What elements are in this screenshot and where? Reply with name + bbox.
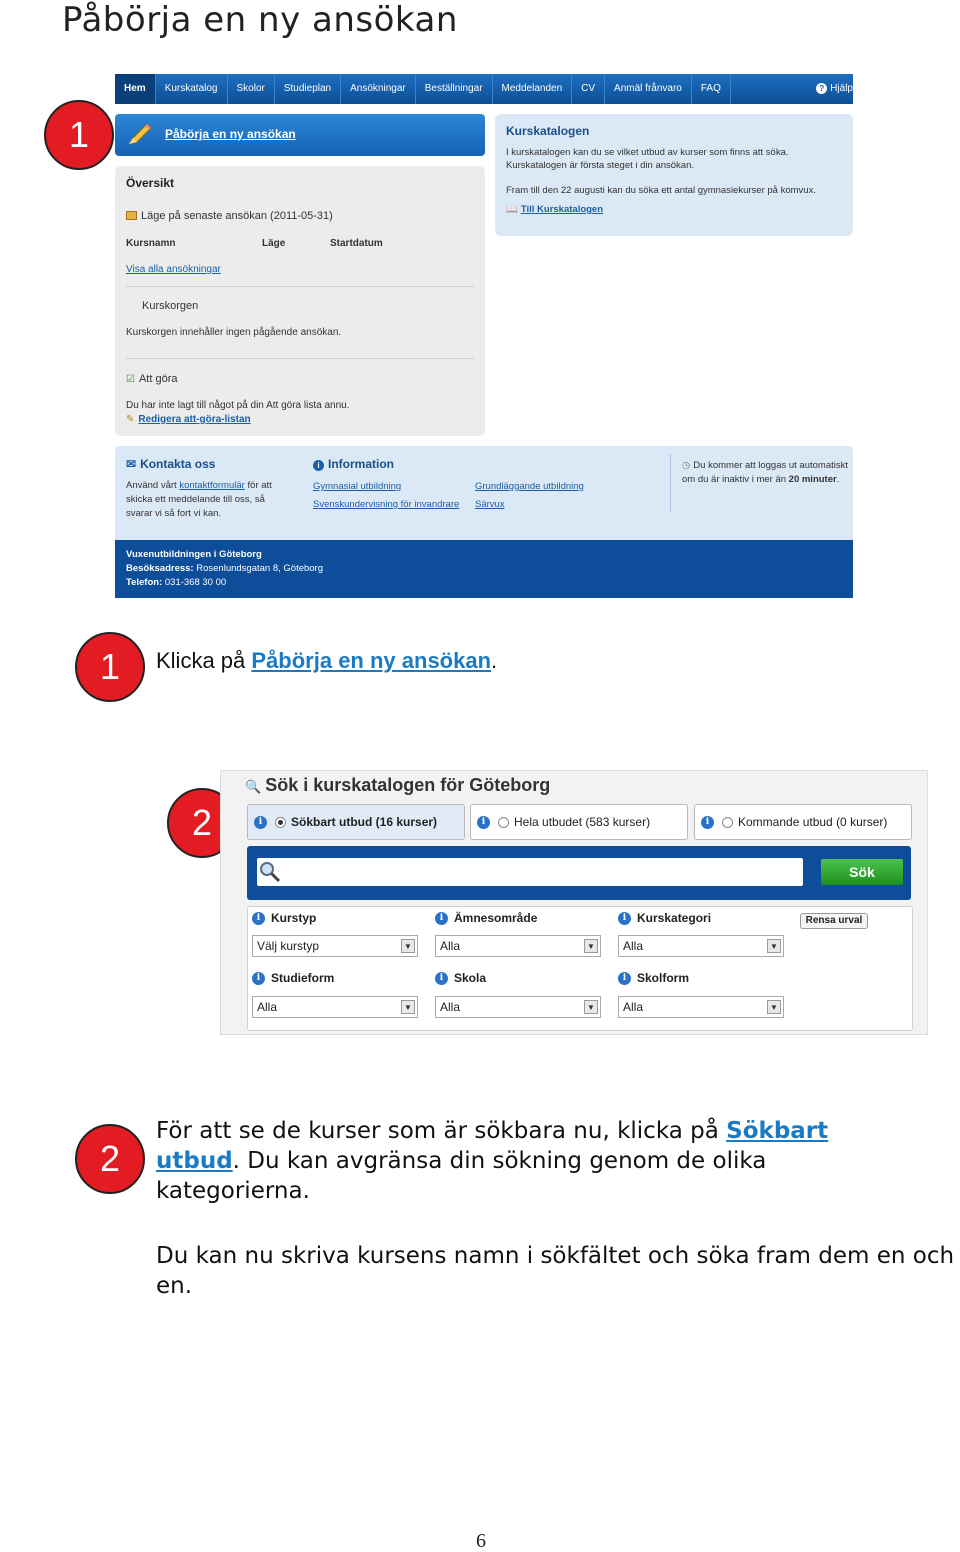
chevron-down-icon: ▼ xyxy=(401,1000,415,1014)
catalog-text-3: Fram till den 22 augusti kan du söka ett antal gymnasiekurser på komvux. xyxy=(506,185,816,196)
step-badge-1: 1 xyxy=(44,100,114,170)
radio-selected-indicator xyxy=(275,817,286,828)
info-icon: i xyxy=(477,816,490,829)
filter-label-studieform xyxy=(252,971,334,985)
search-input[interactable] xyxy=(257,858,803,886)
contact-text xyxy=(126,479,286,521)
nav-anmal-franvaro[interactable]: Anmäl frånvaro xyxy=(605,74,692,104)
folder-icon xyxy=(126,211,137,220)
filter-kurskategori-label: Kurskategori xyxy=(637,911,712,925)
chevron-down-icon: ▼ xyxy=(401,939,415,953)
footer-address-row xyxy=(126,562,842,576)
page-title: Påbörja en ny ansökan xyxy=(62,0,458,40)
logout-note-minutes: 20 minuter xyxy=(788,474,837,485)
logout-note-end: . xyxy=(836,474,840,485)
filter-amnesomrade-label: Ämnesområde xyxy=(454,911,538,925)
catalog-panel xyxy=(495,114,853,236)
info-icon: i xyxy=(701,816,714,829)
step2-link-part2[interactable]: utbud xyxy=(156,1148,233,1174)
info-icon: i xyxy=(618,912,631,925)
pencil-icon xyxy=(125,120,153,148)
select-studieform[interactable] xyxy=(252,996,418,1018)
nav-faq[interactable]: FAQ xyxy=(692,74,731,104)
search-title-row xyxy=(245,775,550,796)
step2-text xyxy=(156,1116,956,1206)
select-kurskategori[interactable] xyxy=(618,935,784,957)
filter-skolform-label: Skolform xyxy=(637,971,690,985)
chevron-down-icon: ▼ xyxy=(767,939,781,953)
logout-note xyxy=(682,459,850,487)
radio-kommande-label: Kommande utbud (0 kurser) xyxy=(738,815,888,829)
contact-block xyxy=(126,457,286,521)
todo-edit-link[interactable]: Redigera att-göra-listan xyxy=(138,414,251,425)
latest-application-label: Läge på senaste ansökan (2011-05-31) xyxy=(141,210,333,222)
radio-indicator xyxy=(722,817,733,828)
information-heading-row xyxy=(313,457,653,471)
nav-skolor[interactable]: Skolor xyxy=(228,74,275,104)
info-icon: i xyxy=(252,912,265,925)
step2-link-part1[interactable]: Sökbart xyxy=(726,1118,829,1144)
footer-phone-row xyxy=(126,576,842,590)
filter-label-skolform xyxy=(618,971,689,985)
divider xyxy=(126,286,474,287)
chevron-down-icon: ▼ xyxy=(584,1000,598,1014)
overview-heading: Översikt xyxy=(126,176,175,190)
step1-link[interactable]: Påbörja en ny ansökan xyxy=(251,648,492,673)
portal-screenshot xyxy=(115,74,853,598)
info-icon: i xyxy=(252,972,265,985)
select-skola[interactable] xyxy=(435,996,601,1018)
footer-address-value: Rosenlundsgatan 8, Göteborg xyxy=(193,563,324,574)
select-kurstyp-value: Välj kurstyp xyxy=(257,939,320,953)
col-startdatum: Startdatum xyxy=(330,238,383,249)
filter-kurstyp-label: Kurstyp xyxy=(271,911,317,925)
contact-text-before: Använd vårt xyxy=(126,480,180,491)
contact-heading-row xyxy=(126,457,286,471)
nav-studieplan[interactable]: Studieplan xyxy=(275,74,341,104)
info-link-sarvux[interactable]: Särvux xyxy=(475,499,505,510)
nav-kurskatalog[interactable]: Kurskatalog xyxy=(156,74,228,104)
select-skolform[interactable] xyxy=(618,996,784,1018)
todo-edit-row xyxy=(126,414,251,425)
info-icon: i xyxy=(313,460,324,471)
logout-note-text: Du kommer att loggas ut automatiskt om du är inaktiv i mer än xyxy=(682,460,849,485)
filter-label-skola xyxy=(435,971,486,985)
step2-line-3: kategorierna. xyxy=(156,1178,310,1204)
footer-address-label: Besöksadress: xyxy=(126,563,194,574)
catalog-text-2: Kurskatalogen är första steget i din ansökan. xyxy=(506,160,695,171)
divider xyxy=(126,358,474,359)
step2-para2-line-2: en. xyxy=(156,1273,193,1299)
nav-ansokningar[interactable]: Ansökningar xyxy=(341,74,416,104)
radio-hela-utbudet[interactable] xyxy=(470,804,688,840)
reset-selection-button[interactable]: Rensa urval xyxy=(800,913,868,929)
contact-text-after: för att skicka ett meddelande till oss, så svarar vi så fort vi kan. xyxy=(126,480,272,519)
step2-line-1 xyxy=(156,1116,956,1146)
latest-application-row xyxy=(126,210,333,222)
nav-cv[interactable]: CV xyxy=(572,74,605,104)
mail-icon: ✉ xyxy=(126,457,137,471)
step-badge-1: 1 xyxy=(75,632,145,702)
select-amnesomrade-value: Alla xyxy=(440,939,461,953)
select-amnesomrade[interactable] xyxy=(435,935,601,957)
col-lage: Läge xyxy=(262,238,286,249)
filter-skola-label: Skola xyxy=(454,971,487,985)
filter-label-kurskategori xyxy=(618,911,711,925)
todo-text: Du har inte lagt till något på din Att göra lista annu. xyxy=(126,400,350,411)
info-icon: i xyxy=(618,972,631,985)
edit-pencil-icon: ✎ xyxy=(126,414,135,425)
info-link-sfi[interactable]: Svenskundervisning för invandrare xyxy=(313,499,460,510)
todo-row xyxy=(126,373,178,385)
select-kurskategori-value: Alla xyxy=(623,939,644,953)
select-studieform-value: Alla xyxy=(257,1000,278,1014)
step2-paragraph-2 xyxy=(156,1241,960,1301)
footer-phone-value: 031-368 30 00 xyxy=(162,577,227,588)
contact-form-link[interactable]: kontaktformulär xyxy=(179,480,245,491)
footer-info xyxy=(115,446,853,542)
search-button[interactable]: Sök xyxy=(821,859,903,885)
info-icon: i xyxy=(435,912,448,925)
page-number: 6 xyxy=(476,1530,486,1552)
chevron-down-icon: ▼ xyxy=(584,939,598,953)
checklist-icon: ☑ xyxy=(126,374,135,385)
info-link-grundlaggande[interactable]: Grundläggande utbildning xyxy=(475,481,584,492)
book-icon: 📖 xyxy=(506,204,518,215)
catalog-text-1: I kurskatalogen kan du se vilket utbud av kurser som finns att söka. xyxy=(506,147,789,158)
basket-text: Kurskorgen innehåller ingen pågående ansökan. xyxy=(126,327,342,338)
footer-org: Vuxenutbildningen i Göteborg xyxy=(126,549,262,560)
main-navbar xyxy=(115,74,853,104)
search-bar xyxy=(247,846,911,900)
radio-sokbart-label: Sökbart utbud (16 kurser) xyxy=(291,815,438,829)
filter-panel xyxy=(247,906,913,1031)
select-kurstyp[interactable] xyxy=(252,935,418,957)
catalog-link-row xyxy=(506,204,842,215)
todo-heading: Att göra xyxy=(138,373,178,385)
clock-icon: ◷ xyxy=(682,460,691,471)
select-skolform-value: Alla xyxy=(623,1000,644,1014)
info-icon: i xyxy=(435,972,448,985)
filter-label-kurstyp xyxy=(252,911,316,925)
footer-address xyxy=(115,540,853,598)
information-heading: Information xyxy=(328,457,394,471)
magnifier-icon: 🔍 xyxy=(245,779,262,794)
step1-text xyxy=(156,648,497,674)
step-badge-2: 2 xyxy=(167,788,237,858)
select-skola-value: Alla xyxy=(440,1000,461,1014)
nav-hjalp[interactable] xyxy=(807,74,853,104)
radio-kommande-utbud[interactable] xyxy=(694,804,912,840)
step2-suffix: . Du kan avgränsa din sökning genom de olika xyxy=(232,1148,767,1174)
footer-phone-label: Telefon: xyxy=(126,577,163,588)
overview-panel xyxy=(115,166,485,436)
contact-heading: Kontakta oss xyxy=(140,457,216,471)
start-application-link[interactable]: Påbörja en ny ansökan xyxy=(165,127,296,141)
step2-para2-line-1: Du kan nu skriva kursens namn i sökfältet och söka fram dem en och xyxy=(156,1243,955,1269)
info-icon: i xyxy=(254,816,267,829)
nav-meddelanden[interactable]: Meddelanden xyxy=(493,74,573,104)
catalog-search-screenshot xyxy=(220,770,928,1035)
radio-hela-label: Hela utbudet (583 kurser) xyxy=(514,815,651,829)
chevron-down-icon: ▼ xyxy=(767,1000,781,1014)
search-title: Sök i kurskatalogen för Göteborg xyxy=(265,775,551,795)
info-link-gymnasial[interactable]: Gymnasial utbildning xyxy=(313,481,402,492)
start-application-bar[interactable] xyxy=(115,114,485,156)
filter-label-amnesomrade xyxy=(435,911,537,925)
catalog-link[interactable]: Till Kurskatalogen xyxy=(520,204,604,215)
show-all-applications-link[interactable]: Visa alla ansökningar xyxy=(126,264,221,275)
catalog-heading: Kurskatalogen xyxy=(506,124,590,138)
information-block xyxy=(313,457,653,510)
filter-studieform-label: Studieform xyxy=(271,971,335,985)
col-kursnamn: Kursnamn xyxy=(126,238,176,249)
step2-prefix: För att se de kurser som är sökbara nu, klicka på xyxy=(156,1118,727,1144)
search-icon xyxy=(259,861,281,883)
step2-line-2 xyxy=(156,1146,956,1176)
step1-prefix: Klicka på xyxy=(156,648,252,673)
radio-sokbart-utbud[interactable] xyxy=(247,804,465,840)
step-badge-2: 2 xyxy=(75,1124,145,1194)
help-icon: ? xyxy=(816,83,827,94)
nav-hjalp-label: Hjälp xyxy=(830,83,853,94)
nav-bestallningar[interactable]: Beställningar xyxy=(416,74,493,104)
step1-suffix: . xyxy=(491,648,498,673)
radio-indicator xyxy=(498,817,509,828)
divider xyxy=(670,454,671,512)
nav-hem[interactable]: Hem xyxy=(115,74,156,104)
basket-heading: Kurskorgen xyxy=(142,300,199,312)
